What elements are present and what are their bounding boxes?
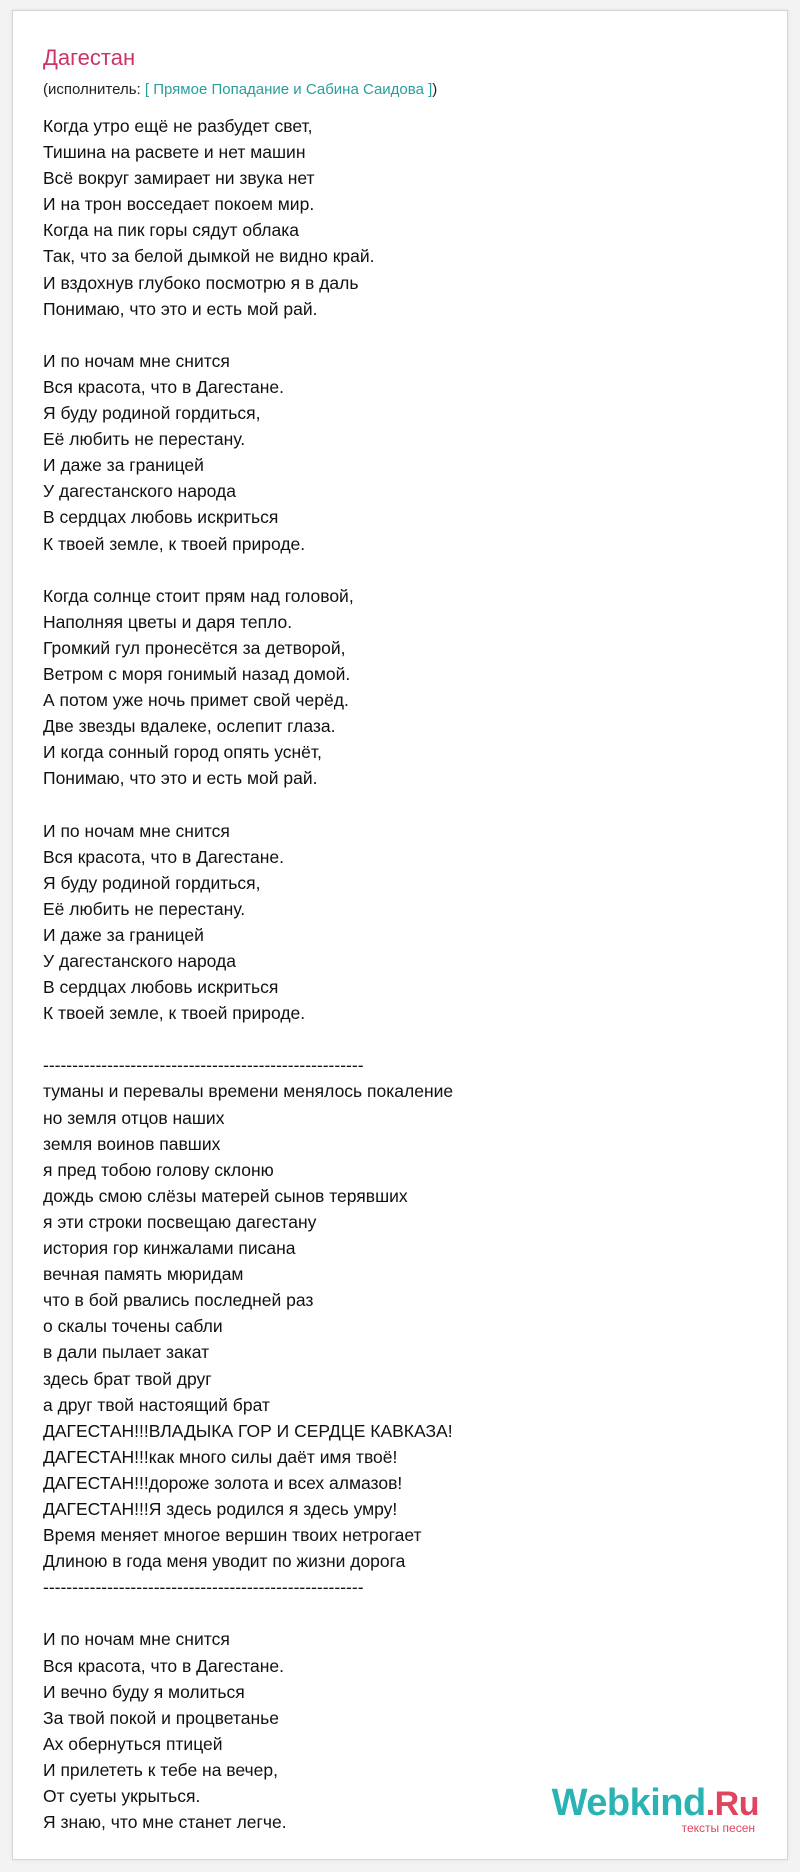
- lyric-line: Когда утро ещё не разбудет свет,: [43, 116, 313, 136]
- logo-tld: .Ru: [705, 1785, 759, 1823]
- lyric-line: -------------------------------------------------------: [43, 1055, 364, 1076]
- lyric-line: Я буду родиной гордиться,: [43, 872, 261, 893]
- stanza-break: [43, 1600, 763, 1626]
- performer-link[interactable]: [ Прямое Попадание и Сабина Саидова ]: [144, 81, 433, 98]
- lyric-line: И вечно буду я молиться: [43, 1681, 245, 1702]
- lyric-line: Ветром с моря гонимый назад домой.: [43, 663, 351, 684]
- lyric-line: Время меняет многое вершин твоих нетрогает: [43, 1525, 422, 1546]
- lyric-line: ДАГЕСТАН!!!дороже золота и всех алмазов!: [43, 1472, 403, 1493]
- song-title: Дагестан: [43, 45, 136, 70]
- lyric-line: Я буду родиной гордиться,: [43, 403, 261, 424]
- lyric-line: ДАГЕСТАН!!!Я здесь родился я здесь умру!: [43, 1498, 398, 1519]
- logo-wordmark: [552, 1783, 759, 1824]
- lyric-line: Вся красота, что в Дагестане.: [43, 846, 285, 867]
- lyric-line: Я знаю, что мне станет легче.: [43, 1812, 287, 1833]
- lyric-line: в дали пылает закат: [43, 1342, 210, 1363]
- stanza-break: [43, 1026, 763, 1052]
- lyric-line: От суеты укрыться.: [43, 1786, 201, 1806]
- lyric-line: К твоей земле, к твоей природе.: [43, 533, 306, 554]
- logo-name: Webkind: [551, 1782, 706, 1824]
- lyric-line: И вздохнув глубоко посмотрю я в даль: [43, 272, 359, 293]
- lyric-line: -------------------------------------------------------: [43, 1577, 364, 1598]
- lyric-line: В сердцах любовь искриться: [43, 977, 279, 998]
- lyric-line: я эти строки посвещаю дагестану: [43, 1211, 317, 1232]
- lyric-line: Вся красота, что в Дагестане.: [43, 1655, 285, 1676]
- stanza-break: [43, 322, 763, 348]
- lyric-line: Громкий гул пронесётся за детворой,: [43, 637, 346, 658]
- lyric-line: И на трон восседает покоем мир.: [43, 194, 315, 215]
- lyric-line: Так, что за белой дымкой не видно край.: [43, 246, 375, 267]
- lyric-line: За твой покой и процветанье: [43, 1707, 280, 1728]
- lyric-line: Вся красота, что в Дагестане.: [43, 376, 285, 397]
- lyric-line: ДАГЕСТАН!!!как много силы даёт имя твоё!: [43, 1446, 398, 1467]
- lyric-line: У дагестанского народа: [43, 481, 236, 502]
- lyric-line: А потом уже ночь примет свой черёд.: [43, 690, 349, 711]
- lyric-line: Её любить не перестану.: [43, 898, 246, 919]
- lyric-line: Длиною в года меня уводит по жизни дорога: [43, 1551, 406, 1572]
- lyric-line: И по ночам мне снится: [43, 350, 230, 371]
- lyric-line: Когда на пик горы сядут облака: [43, 220, 300, 241]
- lyric-line: И прилететь к тебе на вечер,: [43, 1759, 279, 1780]
- lyric-line: И по ночам мне снится: [43, 820, 230, 841]
- lyric-line: И даже за границей: [43, 924, 204, 945]
- lyric-line: здесь брат твой друг: [43, 1368, 212, 1389]
- performer-prefix: (исполнитель:: [43, 81, 145, 98]
- lyric-line: дождь смою слёзы матерей сынов терявших: [43, 1185, 408, 1206]
- lyric-line: что в бой рвались последней раз: [43, 1290, 314, 1311]
- lyric-line: Когда солнце стоит прям над головой,: [43, 585, 354, 606]
- lyric-line: Всё вокруг замирает ни звука нет: [43, 168, 315, 189]
- lyric-line: Понимаю, что это и есть мой рай.: [43, 298, 318, 319]
- site-logo[interactable]: [552, 1783, 759, 1835]
- lyric-line: Ах обернуться птицей: [43, 1733, 223, 1754]
- lyric-line: В сердцах любовь искриться: [43, 507, 279, 528]
- performer-suffix: ): [432, 81, 438, 98]
- lyric-line: И когда сонный город опять уснёт,: [43, 742, 322, 763]
- lyric-line: а друг твой настоящий брат: [43, 1394, 270, 1415]
- lyric-line: о скалы точены сабли: [43, 1316, 223, 1337]
- performer-line: [43, 81, 437, 99]
- lyric-line: земля воинов павших: [43, 1133, 221, 1154]
- lyric-line: вечная память мюридам: [43, 1264, 244, 1285]
- lyric-line: И даже за границей: [43, 455, 204, 476]
- lyric-line: Понимаю, что это и есть мой рай.: [43, 768, 318, 789]
- lyric-line: ДАГЕСТАН!!!ВЛАДЫКА ГОР И СЕРДЦЕ КАВКАЗА!: [43, 1420, 453, 1441]
- lyric-line: Наполняя цветы и даря тепло.: [43, 611, 293, 632]
- lyric-line: У дагестанского народа: [43, 951, 236, 971]
- lyric-line: но земля отцов наших: [43, 1107, 225, 1128]
- lyric-line: история гор кинжалами писана: [43, 1238, 296, 1259]
- lyric-line: я пред тобою голову склоню: [43, 1159, 274, 1180]
- lyric-line: Тишина на расвете и нет машин: [43, 142, 306, 163]
- lyric-line: Её любить не перестану.: [43, 429, 246, 450]
- lyric-line: И по ночам мне снится: [43, 1629, 230, 1650]
- lyrics-card: [12, 10, 788, 1860]
- logo-tagline: тексты песен: [681, 1821, 755, 1835]
- lyric-line: туманы и перевалы времени менялось покаление: [43, 1081, 454, 1102]
- stanza-break: [43, 791, 763, 817]
- stanza-break: [43, 557, 763, 583]
- lyric-line: К твоей земле, к твоей природе.: [43, 1003, 306, 1024]
- lyrics-text: [43, 113, 763, 1835]
- lyric-line: Две звезды вдалеке, ослепит глаза.: [43, 716, 336, 737]
